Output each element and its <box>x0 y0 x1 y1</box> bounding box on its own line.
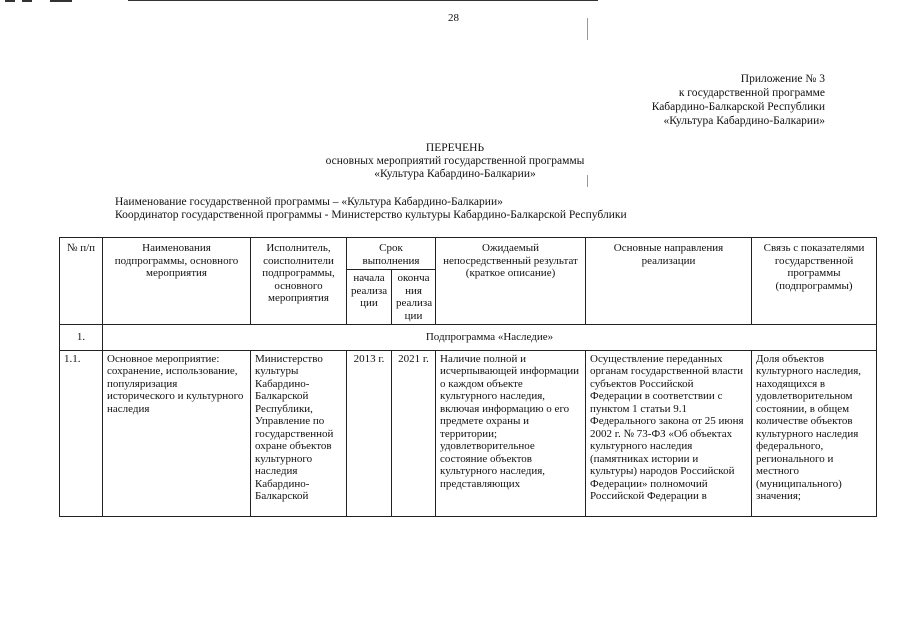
scan-mark-top <box>50 0 72 2</box>
measures-table <box>59 237 877 517</box>
document-title <box>290 142 620 181</box>
row-executor: Министерство культуры Кабардино-Балкарской Республики, Управление по государственной охране объектов культурного наследия Кабардино-Балкарской <box>251 350 347 516</box>
header-num: № п/п <box>60 238 103 325</box>
appendix-note <box>652 72 825 128</box>
appendix-line: Кабардино-Балкарской Республики <box>651 101 825 113</box>
row-start: 2013 г. <box>347 350 392 516</box>
appendix-line: Приложение № 3 <box>740 73 825 85</box>
title-line: основных мероприятий государственной программы <box>325 155 585 167</box>
scan-mark-vertical <box>587 18 588 40</box>
page-number: 28 <box>448 12 459 24</box>
appendix-line: к государственной программе <box>678 87 825 99</box>
header-start: начала реализа ции <box>347 270 392 325</box>
program-name: Наименование государственной программы – «Культура Кабардино-Балкарии» <box>115 196 503 208</box>
row-num: 1.1. <box>60 350 103 516</box>
header-indicators: Связь с показателями государственной программы (подпрограммы) <box>752 238 877 325</box>
header-name: Наименования подпрограммы, основного мероприятия <box>103 238 251 325</box>
title-line: ПЕРЕЧЕНЬ <box>425 142 485 154</box>
program-coordinator: Координатор государственной программы - Министерство культуры Кабардино-Балкарской Республики <box>115 209 627 221</box>
row-result: Наличие полной и исчерпывающей информации о каждом объекте культурного наследия, включая информацию о его предмете охраны и территории; удовлетворительное состояние объектов культурного наследия, представляющих <box>436 350 586 516</box>
header-directions: Основные направления реализации <box>586 238 752 325</box>
scan-mark-top <box>5 0 15 2</box>
row-directions: Осуществление переданных органам государственной власти субъектов Российской Федерации в соответствии с пунктом 1 статьи 9.1 Федерального закона от 25 июня 2002 г. № 73-ФЗ «Об объектах культурного наследия (памятниках истории и культуры) народов Российской Федерации» полномочий Российской Федерации в <box>586 350 752 516</box>
row-indicators: Доля объектов культурного наследия, находящихся в удовлетворительном состоянии, в общем количестве объектов культурного наследия федерального, регионального и местного (муниципального) значения; <box>752 350 877 516</box>
header-result: Ожидаемый непосредственный результат (краткое описание) <box>436 238 586 325</box>
header-term: Срок выполнения <box>347 238 436 270</box>
header-executor: Исполнитель, соисполнители подпрограммы, основного мероприятия <box>251 238 347 325</box>
scan-mark-top <box>128 0 598 1</box>
program-info <box>115 196 627 222</box>
appendix-line: «Культура Кабардино-Балкарии» <box>663 115 825 127</box>
row-end: 2021 г. <box>392 350 436 516</box>
row-name: Основное мероприятие: сохранение, использование, популяризация исторического и культурного наследия <box>103 350 251 516</box>
title-line: «Культура Кабардино-Балкарии» <box>374 168 536 180</box>
section-num: 1. <box>60 325 103 351</box>
section-title: Подпрограмма «Наследие» <box>103 325 877 351</box>
table-row <box>60 350 877 516</box>
header-end: оконча ния реализа ции <box>392 270 436 325</box>
scan-mark-top <box>22 0 32 2</box>
